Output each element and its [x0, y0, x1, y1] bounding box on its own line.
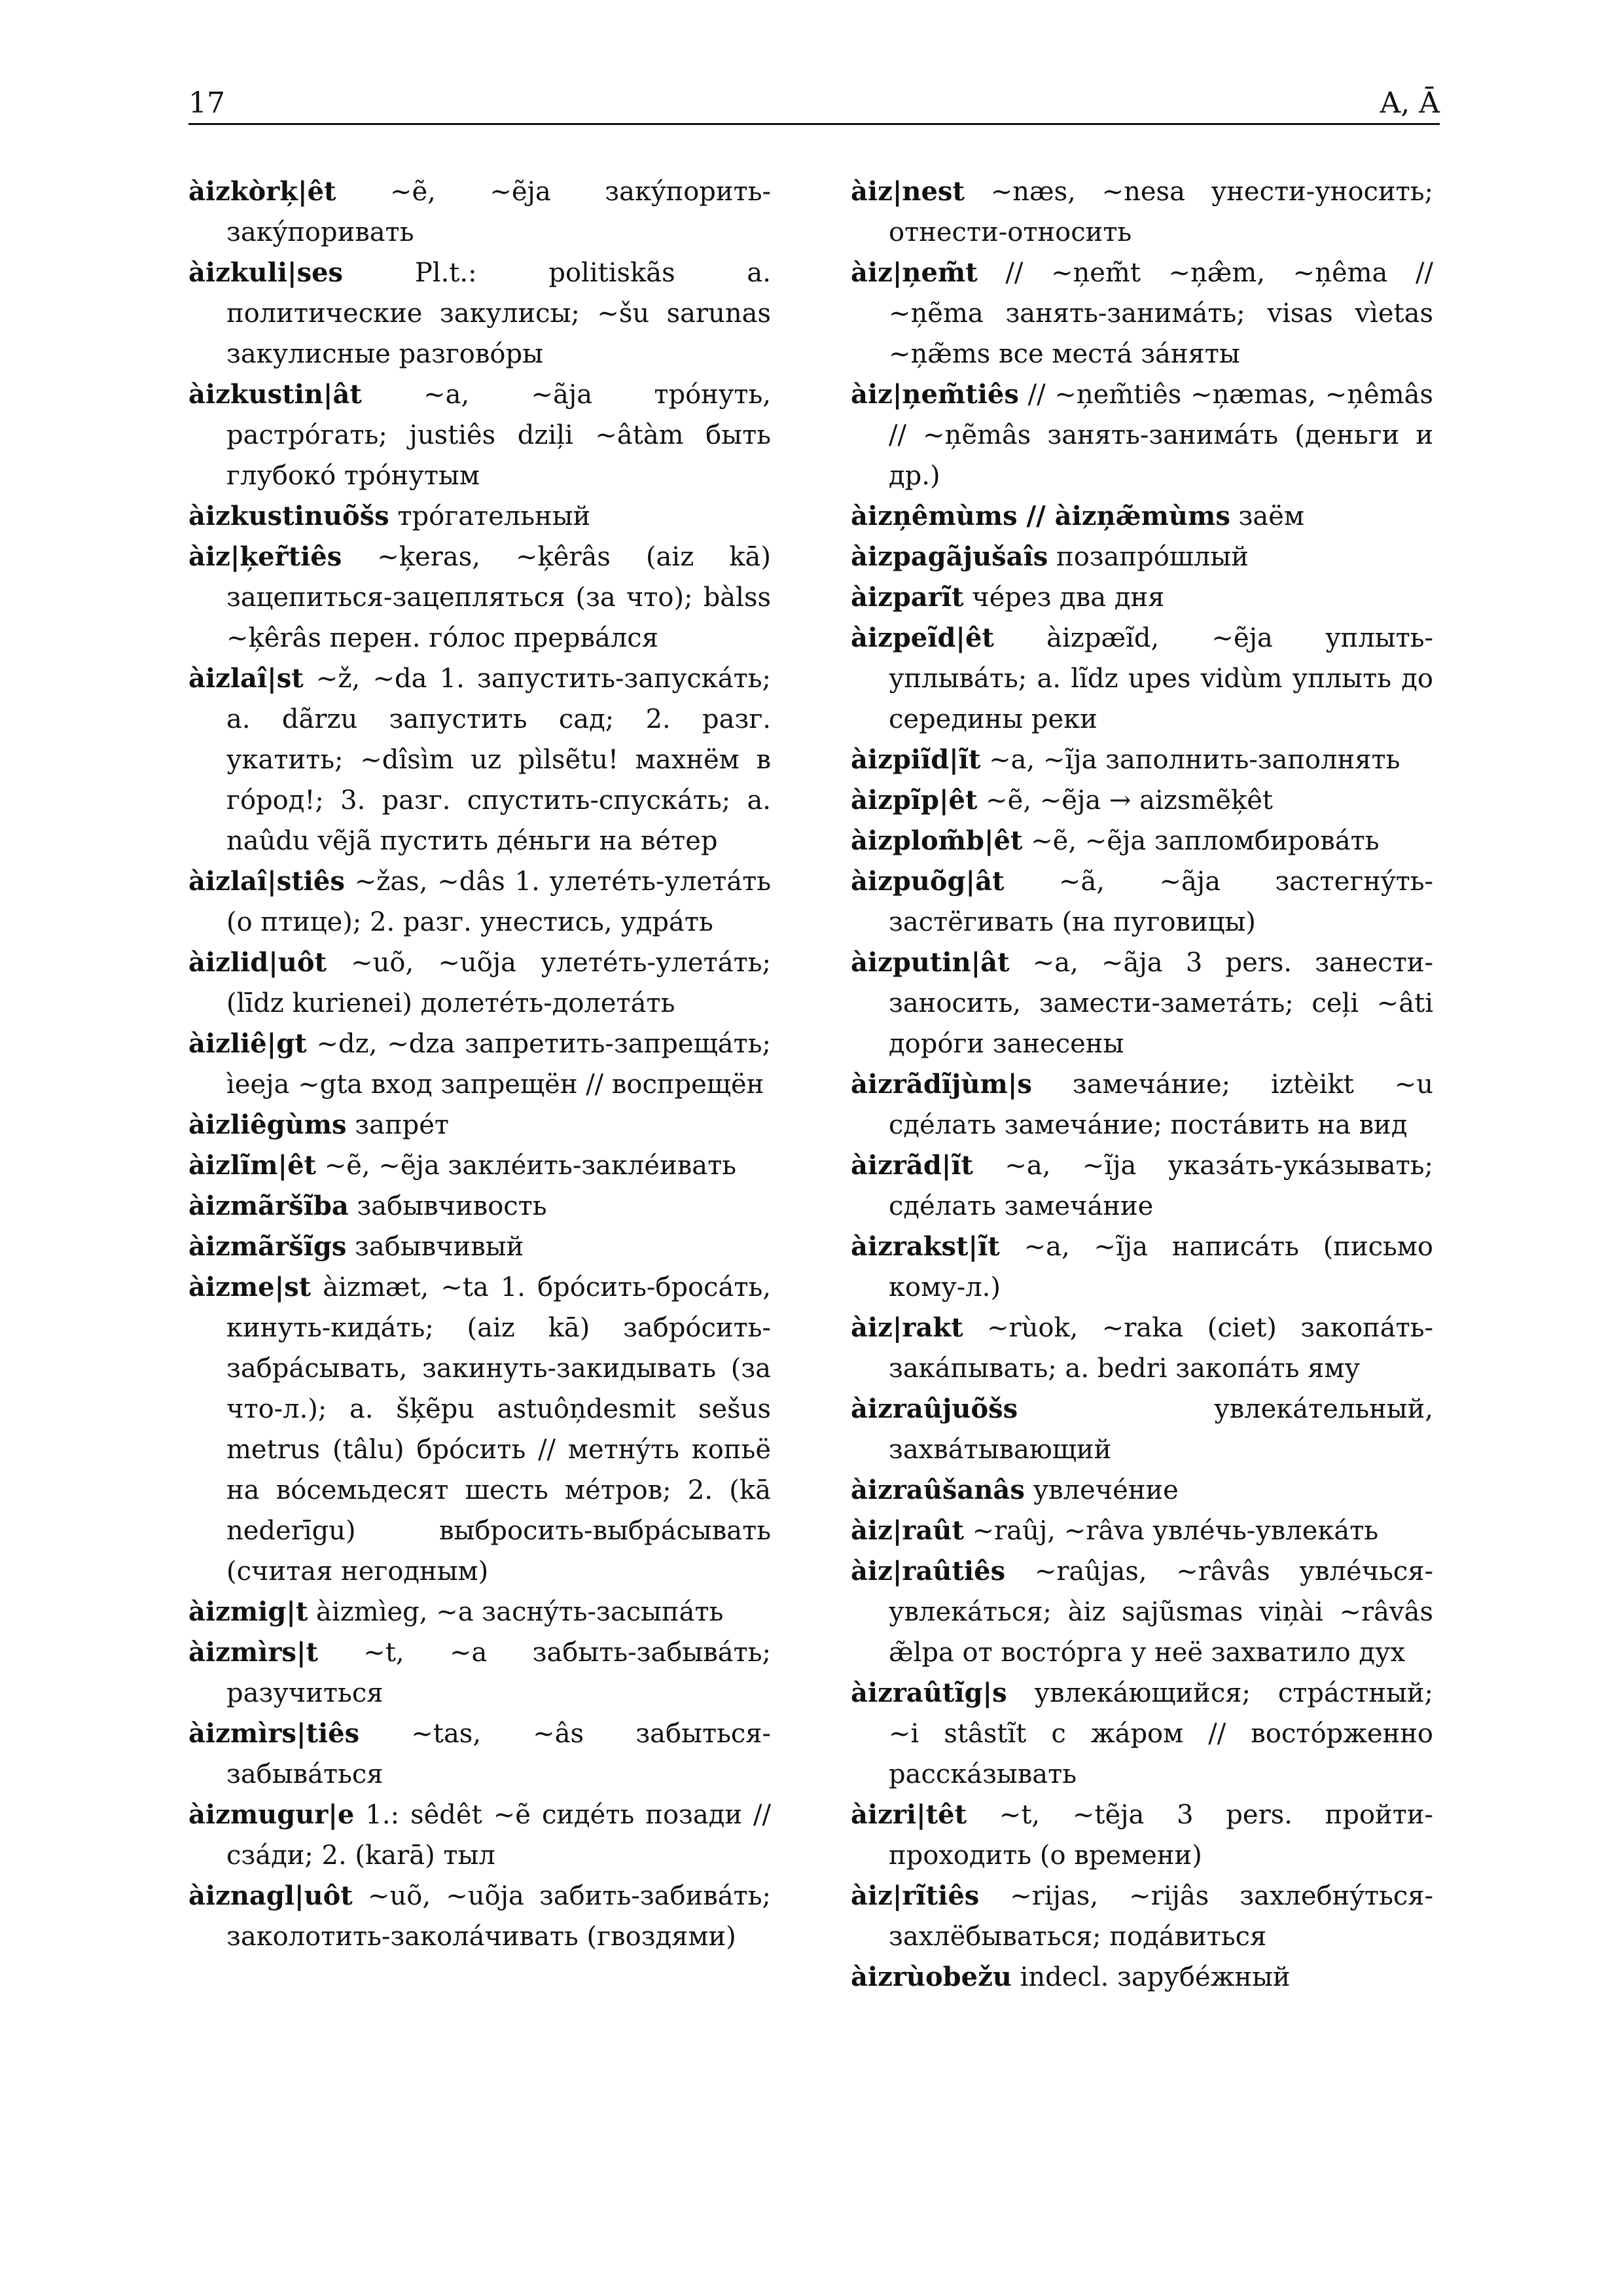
- dictionary-entry: [851, 821, 1433, 861]
- entry-headword: àizmugur|e: [188, 1799, 355, 1830]
- entry-definition: àizmìeg, ~a заснýть-засыпáть: [308, 1597, 724, 1627]
- entry-headword: àizpeĩd|êt: [851, 622, 994, 653]
- dictionary-entry: [851, 1511, 1433, 1551]
- entry-headword: àizlid|uôt: [188, 947, 327, 978]
- entry-definition: увлечéние: [1024, 1475, 1179, 1505]
- dictionary-entry: [188, 1024, 771, 1105]
- entry-definition: запрéт: [346, 1110, 450, 1140]
- dictionary-entry: [851, 374, 1433, 496]
- entry-headword: àizmãršĩgs: [188, 1231, 347, 1262]
- entry-headword: àizraûtĩg|s: [851, 1677, 1007, 1708]
- entry-headword: àizkustin|ât: [188, 379, 362, 410]
- entry-definition: забывчивость: [348, 1191, 547, 1221]
- entry-headword: àiz|nest: [851, 176, 965, 207]
- entry-headword: àizkòrķ|êt: [188, 176, 336, 207]
- running-head: [188, 84, 1440, 126]
- entry-headword: àiz|raût: [851, 1515, 964, 1546]
- dictionary-entry: [188, 1632, 771, 1713]
- dictionary-entry: [851, 1064, 1433, 1145]
- right-column: [851, 171, 1433, 1998]
- entry-headword: àizņêmùms // àizņæ̃mùms: [851, 501, 1230, 531]
- entry-headword: àizparĩt: [851, 582, 964, 613]
- entry-headword: àizmìrs|t: [188, 1637, 318, 1668]
- entry-definition: ~raûjas, ~râvâs увлéчься-увлекáться; àiz sajũsmas viņài ~râvâs æ̃lpa от востóрга у неё захватило дух: [889, 1556, 1433, 1668]
- entry-headword: àiz|ņem̃t: [851, 257, 978, 288]
- entry-headword: àizplom̃b|êt: [851, 825, 1023, 856]
- entry-headword: àizlaî|st: [188, 663, 304, 694]
- entry-headword: àizme|st: [188, 1272, 312, 1302]
- left-column: [188, 171, 771, 1957]
- entry-definition: ~dz, ~dza запретить-запрещáть; ìeeja ~gta вход запрещён // воспрещён: [226, 1029, 771, 1100]
- dictionary-entry: [188, 1186, 771, 1227]
- entry-definition: // ~ņem̃tiês ~ņæmas, ~ņêmâs // ~ņẽmâs занять-занимáть (деньги и др.): [889, 380, 1433, 491]
- dictionary-entry: [851, 1876, 1433, 1957]
- entry-definition: ~t, ~tẽja 3 pers. пройти-проходить (о времени): [889, 1800, 1433, 1871]
- entry-definition: // ~ņem̃t ~ņæ̂m, ~ņêma // ~ņẽma занять-занимáть; visas vìetas ~ņæ̃ms все местá зáняты: [889, 258, 1433, 369]
- entry-definition: ~ẽ, ~ẽja → aizsmẽķêt: [977, 785, 1273, 816]
- dictionary-entry: [188, 1876, 771, 1957]
- section-letters: A, Ā: [1380, 86, 1440, 120]
- dictionary-entry: [188, 1267, 771, 1592]
- entry-definition: замечáние; iztèikt ~u сдéлать замечáние; постáвить на вид: [889, 1069, 1433, 1140]
- entry-headword: àizrãdĩjùm|s: [851, 1069, 1032, 1100]
- dictionary-entry: [188, 942, 771, 1024]
- entry-headword: àizrùobežu: [851, 1962, 1012, 1992]
- entry-definition: ~a, ~ĩja указáть-укáзывать; сдéлать замечáние: [889, 1151, 1433, 1221]
- entry-definition: ~ķeras, ~ķêrâs (aiz kā) зацепиться-зацепляться (за что); bàlss ~ķêrâs перен. гóлос прервáлся: [226, 542, 771, 653]
- dictionary-entry: [851, 1795, 1433, 1876]
- entry-headword: àizliê|gt: [188, 1028, 307, 1059]
- entry-definition: ~uõ, ~uõja забить-забивáть; заколотить-заколáчивать (гвоздями): [226, 1881, 771, 1952]
- dictionary-entry: [188, 496, 771, 537]
- entry-definition: ~a, ~ãja 3 pers. занести-заносить, замести-заметáть; ceļi ~âti дорóги занесены: [889, 948, 1433, 1059]
- entry-headword: àizraûšanâs: [851, 1475, 1025, 1505]
- dictionary-entry: [851, 861, 1433, 942]
- dictionary-entry: [851, 171, 1433, 253]
- entry-headword: àiz|ņem̃tiês: [851, 379, 1019, 410]
- dictionary-entry: [188, 537, 771, 658]
- entry-definition: ~ž, ~da 1. запустить-запускáть; a. dãrzu запустить сад; 2. разг. укатить; ~dîsìm uz pìlsẽtu! махнём в гóрод!; 3. разг. спустить-спускáть; a. naûdu vẽjã пустить дéньги на вéтер: [226, 664, 771, 856]
- header-rule: [188, 123, 1440, 125]
- entry-headword: àizkuli|ses: [188, 257, 344, 288]
- dictionary-entry: [851, 780, 1433, 821]
- entry-definition: ~uõ, ~uõja улетéть-улетáть; (līdz kurienei) долетéть-долетáть: [226, 948, 771, 1018]
- dictionary-entry: [851, 577, 1433, 618]
- dictionary-entry: [188, 1795, 771, 1876]
- dictionary-entry: [851, 942, 1433, 1064]
- entry-definition: ~a, ~ĩja заполнить-заполнять: [980, 745, 1400, 775]
- entry-headword: àizpĩp|êt: [851, 785, 978, 816]
- dictionary-entry: [188, 861, 771, 942]
- entry-headword: àizliêgùms: [188, 1109, 347, 1140]
- dictionary-entry: [851, 1673, 1433, 1795]
- entry-headword: àizputin|ât: [851, 947, 1010, 978]
- dictionary-entry: [851, 1389, 1433, 1470]
- entry-definition: àizmæt, ~ta 1. брóсить-бросáть, кинуть-кидáть; (aiz kā) забрóсить-забрáсывать, закинуть-закидывать (за что-л.); a. šķẽpu astuôņdesmit sešus metrus (tâlu) брóсить // метнýть копьё на вóсемьдесят шесть мéтров; 2. (kā nederīgu) выбросить-выбрáсывать (считая негодным): [226, 1272, 771, 1587]
- dictionary-entry: [851, 1957, 1433, 1998]
- entry-definition: ~žas, ~dâs 1. улетéть-улетáть (о птице); 2. разг. унестись, удрáть: [226, 867, 771, 937]
- entry-headword: àizrãd|ĩt: [851, 1150, 974, 1181]
- entry-headword: àiz|rakt: [851, 1312, 963, 1343]
- entry-definition: заём: [1230, 501, 1305, 531]
- dictionary-entry: [851, 537, 1433, 577]
- entry-definition: трóгательный: [389, 501, 591, 531]
- dictionary-entry: [188, 253, 771, 374]
- dictionary-entry: [188, 171, 771, 253]
- entry-headword: àizmãršĩba: [188, 1191, 349, 1221]
- entry-headword: àizri|têt: [851, 1799, 967, 1830]
- entry-headword: àiznagl|uôt: [188, 1880, 353, 1911]
- entry-headword: àizlĩm|êt: [188, 1150, 317, 1181]
- entry-definition: позапрóшлый: [1048, 542, 1249, 572]
- entry-headword: àiz|ķer̃tiês: [188, 541, 342, 572]
- dictionary-entry: [851, 253, 1433, 374]
- entry-definition: ~næs, ~nesa унести-уносить; отнести-относить: [889, 177, 1433, 247]
- entry-headword: àizrakst|ĩt: [851, 1231, 1000, 1262]
- dictionary-entry: [188, 1713, 771, 1795]
- dictionary-entry: [851, 740, 1433, 780]
- dictionary-entry: [188, 1105, 771, 1145]
- dictionary-entry: [851, 496, 1433, 537]
- entry-definition: àizpæĩd, ~ẽja уплыть-уплывáть; a. lĩdz upes vidùm уплыть до середины реки: [889, 623, 1433, 734]
- dictionary-entry: [851, 1227, 1433, 1308]
- dictionary-entry: [188, 658, 771, 861]
- entry-definition: ~rijas, ~rijâs захлебнýться-захлёбываться; подáвиться: [889, 1881, 1433, 1952]
- entry-headword: àizpagãjušaîs: [851, 541, 1048, 572]
- dictionary-entry: [851, 1145, 1433, 1227]
- entry-definition: 1.: sêdêt ~ẽ сидéть позади // сзáди; 2. (karā) тыл: [226, 1800, 771, 1871]
- page-number: 17: [188, 86, 225, 120]
- entry-definition: увлекáющийся; стрáстный; ~i stâstĩt с жáром // востóрженно расскáзывать: [889, 1678, 1433, 1789]
- entry-headword: àizpuõg|ât: [851, 866, 1005, 897]
- entry-definition: ~ẽ, ~ẽja заклéить-заклéивать: [316, 1151, 737, 1181]
- entry-headword: àizpiĩd|ĩt: [851, 744, 981, 775]
- dictionary-entry: [188, 1592, 771, 1632]
- entry-definition: Pl.t.: politiskãs a. политические закулисы; ~šu sarunas закулисные разговóры: [226, 258, 771, 369]
- entry-headword: àiz|raûtiês: [851, 1556, 1006, 1587]
- entry-definition: ~rùok, ~raka (ciet) закопáть-закáпывать; a. bedri закопáть яму: [889, 1313, 1433, 1384]
- dictionary-entry: [188, 1145, 771, 1186]
- entry-definition: ~ẽ, ~ẽja закýпорить-закýпоривать: [226, 177, 771, 247]
- entry-headword: àizkustinuõšs: [188, 501, 389, 531]
- dictionary-entry: [851, 1551, 1433, 1673]
- entry-headword: àizraûjuõšs: [851, 1393, 1018, 1424]
- entry-headword: àiz|rĩtiês: [851, 1880, 980, 1911]
- entry-definition: ~ẽ, ~ẽja запломбировáть: [1022, 826, 1380, 856]
- entry-definition: ~tas, ~âs забыться-забывáться: [226, 1719, 771, 1789]
- entry-headword: àizmìrs|tiês: [188, 1718, 360, 1749]
- entry-definition: ~t, ~a забыть-забывáть; разучиться: [226, 1638, 771, 1708]
- dictionary-entry: [851, 1308, 1433, 1389]
- entry-headword: àizmig|t: [188, 1596, 308, 1627]
- entry-definition: ~raûj, ~râva увлéчь-увлекáть: [963, 1516, 1379, 1546]
- entry-definition: ~a, ~ĩja написáть (письмо кому-л.): [889, 1232, 1433, 1302]
- entry-definition: чéрез два дня: [963, 583, 1165, 613]
- entry-definition: забывчивый: [346, 1232, 524, 1262]
- entry-definition: ~ã, ~ãja застегнýть-застёгивать (на пуговицы): [889, 867, 1433, 937]
- entry-headword: àizlaî|stiês: [188, 866, 345, 897]
- entry-definition: ~a, ~ãja трóнуть, растрóгать; justiês dziļi ~âtàm быть глубокó трóнутым: [226, 380, 771, 491]
- dictionary-entry: [188, 1227, 771, 1267]
- dictionary-entry: [188, 374, 771, 496]
- dictionary-entry: [851, 1470, 1433, 1511]
- dictionary-entry: [851, 618, 1433, 740]
- entry-definition: увлекáтельный, захвáтывающий: [889, 1394, 1433, 1465]
- entry-definition: indecl. зарубéжный: [1011, 1962, 1291, 1992]
